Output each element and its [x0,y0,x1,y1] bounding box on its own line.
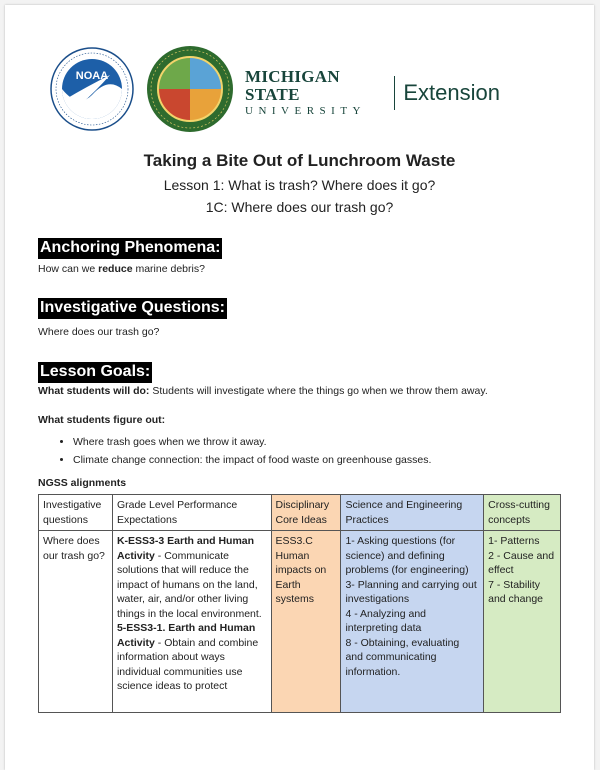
cell-questions: Where does our trash go? [39,531,113,713]
msu-name-line1: MICHIGAN STATE [245,67,340,104]
anchoring-heading: Anchoring Phenomena: [38,238,222,259]
msu-divider [394,76,395,110]
goals-heading: Lesson Goals: [38,362,152,383]
header-questions: Investigative questions [39,495,113,531]
header-crosscutting: Cross-cutting concepts [484,495,561,531]
table-row [39,531,561,713]
cell-dci: ESS3.C Human impacts on Earth systems [271,531,341,713]
lesson-subtitle: Lesson 1: What is trash? Where does it go? [163,177,436,193]
investigative-heading: Investigative Questions: [38,298,227,319]
cell-performance: K-ESS3-3 Earth and Human Activity - Communicate solutions that will reduce the impact of humans on the land, water, air, and/or other living things in the local environment. 5-ESS3-1. Earth and Human Activity - Obtain and combine information about ways individual communities use science ideas to protect [112,531,271,713]
header-dci: Disciplinary Core Ideas [271,495,341,531]
msu-name-line2: UNIVERSITY [245,105,366,117]
msu-extension-logo [245,67,500,117]
figure-out-label: What students figure out: [38,414,166,426]
investigative-text: Where does our trash go? [38,326,160,338]
ngss-label: NGSS alignments [38,477,127,489]
document-page [5,5,594,770]
document-title: Taking a Bite Out of Lunchroom Waste [143,151,456,170]
noaa-wordmark: NOAA [75,70,109,82]
table-header-row [39,495,561,531]
msu-extension-text: Extension [403,80,500,105]
goals-bullet-list [55,433,431,469]
cell-practices: 1- Asking questions (for science) and defining problems (for engineering) 3- Planning and carrying out investigations 4 - Analyzing and interpreting data 8 - Obtaining, evaluating and communicating information. [341,531,484,713]
logo-bar [50,45,500,135]
anchoring-text: How can we reduce marine debris? [38,263,205,275]
header-performance: Grade Level Performance Expectations [112,495,271,531]
list-item: • Where trash goes when we throw it away. [73,433,431,451]
header-practices: Science and Engineering Practices [341,495,484,531]
cell-crosscutting: 1- Patterns 2 - Cause and effect 7 - Stability and change [484,531,561,713]
noaa-logo [50,47,134,131]
section-subtitle: 1C: Where does our trash go? [205,199,394,215]
ngss-table [38,494,561,713]
list-item: • Climate change connection: the impact of food waste on greenhouse gasses. [73,451,431,469]
will-do-text: What students will do: Students will investigate where the things go when we throw them away. [38,385,488,397]
glsi-logo [146,45,234,133]
